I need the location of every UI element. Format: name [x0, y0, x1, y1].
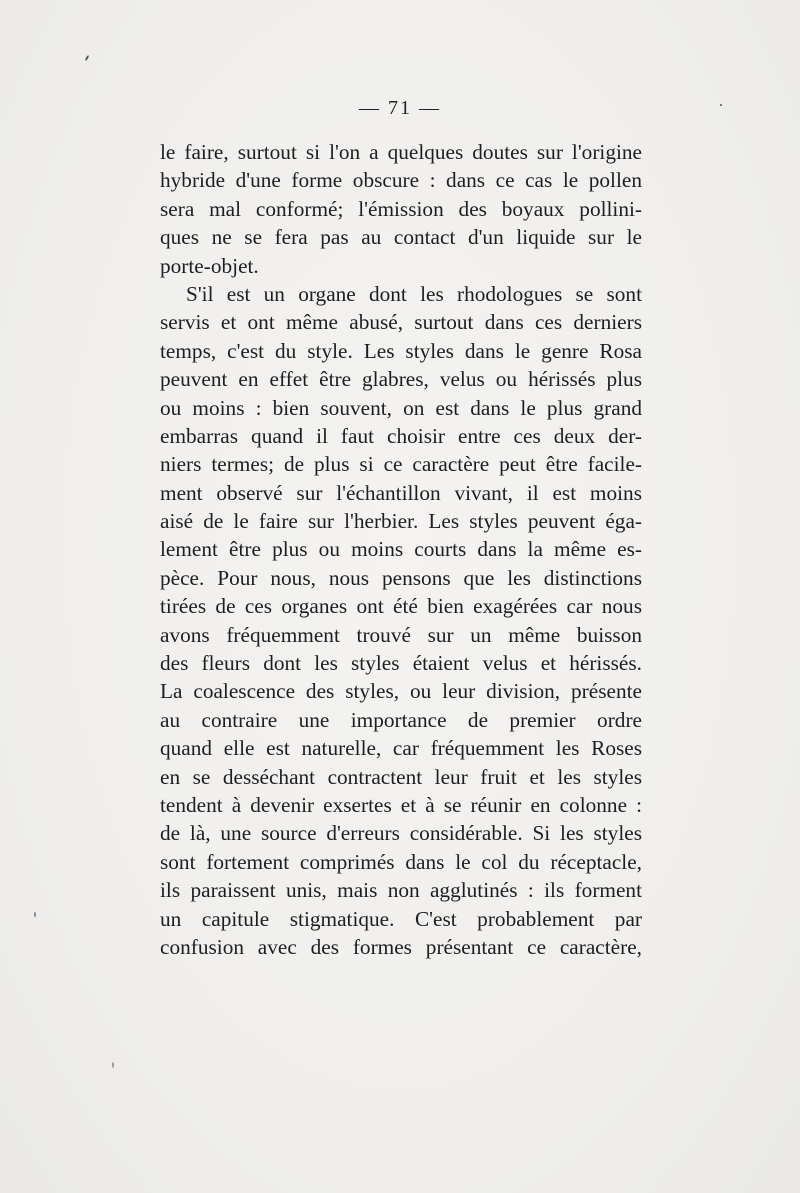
text-line: pèce. Pour nous, nous pensons que les distinctions	[160, 565, 642, 590]
text-line: au contraire une importance de premier ordre	[160, 707, 642, 732]
ink-speck	[85, 55, 90, 61]
text-line: S'il est un organe dont les rhodologues se sont	[186, 281, 642, 306]
text-line: en se desséchant contractent leur fruit et les styles	[160, 764, 642, 789]
ink-speck	[34, 912, 36, 917]
text-line: lement être plus ou moins courts dans la même es-	[160, 537, 642, 562]
text-line: peuvent en effet être glabres, velus ou hérissés plus	[160, 367, 642, 392]
text-line: niers termes; de plus si ce caractère peut être facile-	[160, 452, 642, 477]
text-line: porte-objet.	[160, 253, 259, 278]
ink-speck	[112, 1062, 114, 1068]
text-line: aisé de le faire sur l'herbier. Les styles peuvent éga-	[160, 509, 642, 534]
text-line: ques ne se fera pas au contact d'un liquide sur le	[160, 225, 642, 250]
text-line: tirées de ces organes ont été bien exagérées car nous	[160, 594, 642, 619]
text-line: quand elle est naturelle, car fréquemment les Roses	[160, 736, 642, 761]
text-line: ment observé sur l'échantillon vivant, il est moins	[160, 480, 642, 505]
ink-speck	[720, 104, 722, 106]
text-line: servis et ont même abusé, surtout dans ces derniers	[160, 310, 642, 335]
text-line: ils paraissent unis, mais non agglutinés : ils forment	[160, 878, 642, 903]
text-line: avons fréquemment trouvé sur un même buisson	[160, 622, 642, 647]
body-text	[160, 138, 642, 961]
text-line: sont fortement comprimés dans le col du réceptacle,	[160, 849, 642, 874]
text-line: temps, c'est du style. Les styles dans le genre Rosa	[160, 338, 642, 363]
text-line: un capitule stigmatique. C'est probablement par	[160, 906, 642, 931]
text-line: ou moins : bien souvent, on est dans le plus grand	[160, 395, 642, 420]
text-line: tendent à devenir exsertes et à se réunir en colonne :	[160, 792, 642, 817]
text-line: sera mal conformé; l'émission des boyaux pollini-	[160, 196, 642, 221]
text-line: le faire, surtout si l'on a quelques doutes sur l'origine	[160, 140, 642, 164]
text-line: des fleurs dont les styles étaient velus et hérissés.	[160, 651, 642, 676]
text-line: embarras quand il faut choisir entre ces deux der-	[160, 423, 642, 448]
text-line: La coalescence des styles, ou leur division, présente	[160, 679, 642, 704]
text-line: hybride d'une forme obscure : dans ce cas le pollen	[160, 168, 642, 193]
page-number: — 71 —	[359, 97, 441, 119]
text-line: confusion avec des formes présentant ce caractère,	[160, 934, 642, 959]
text-line: de là, une source d'erreurs considérable. Si les styles	[160, 821, 642, 846]
